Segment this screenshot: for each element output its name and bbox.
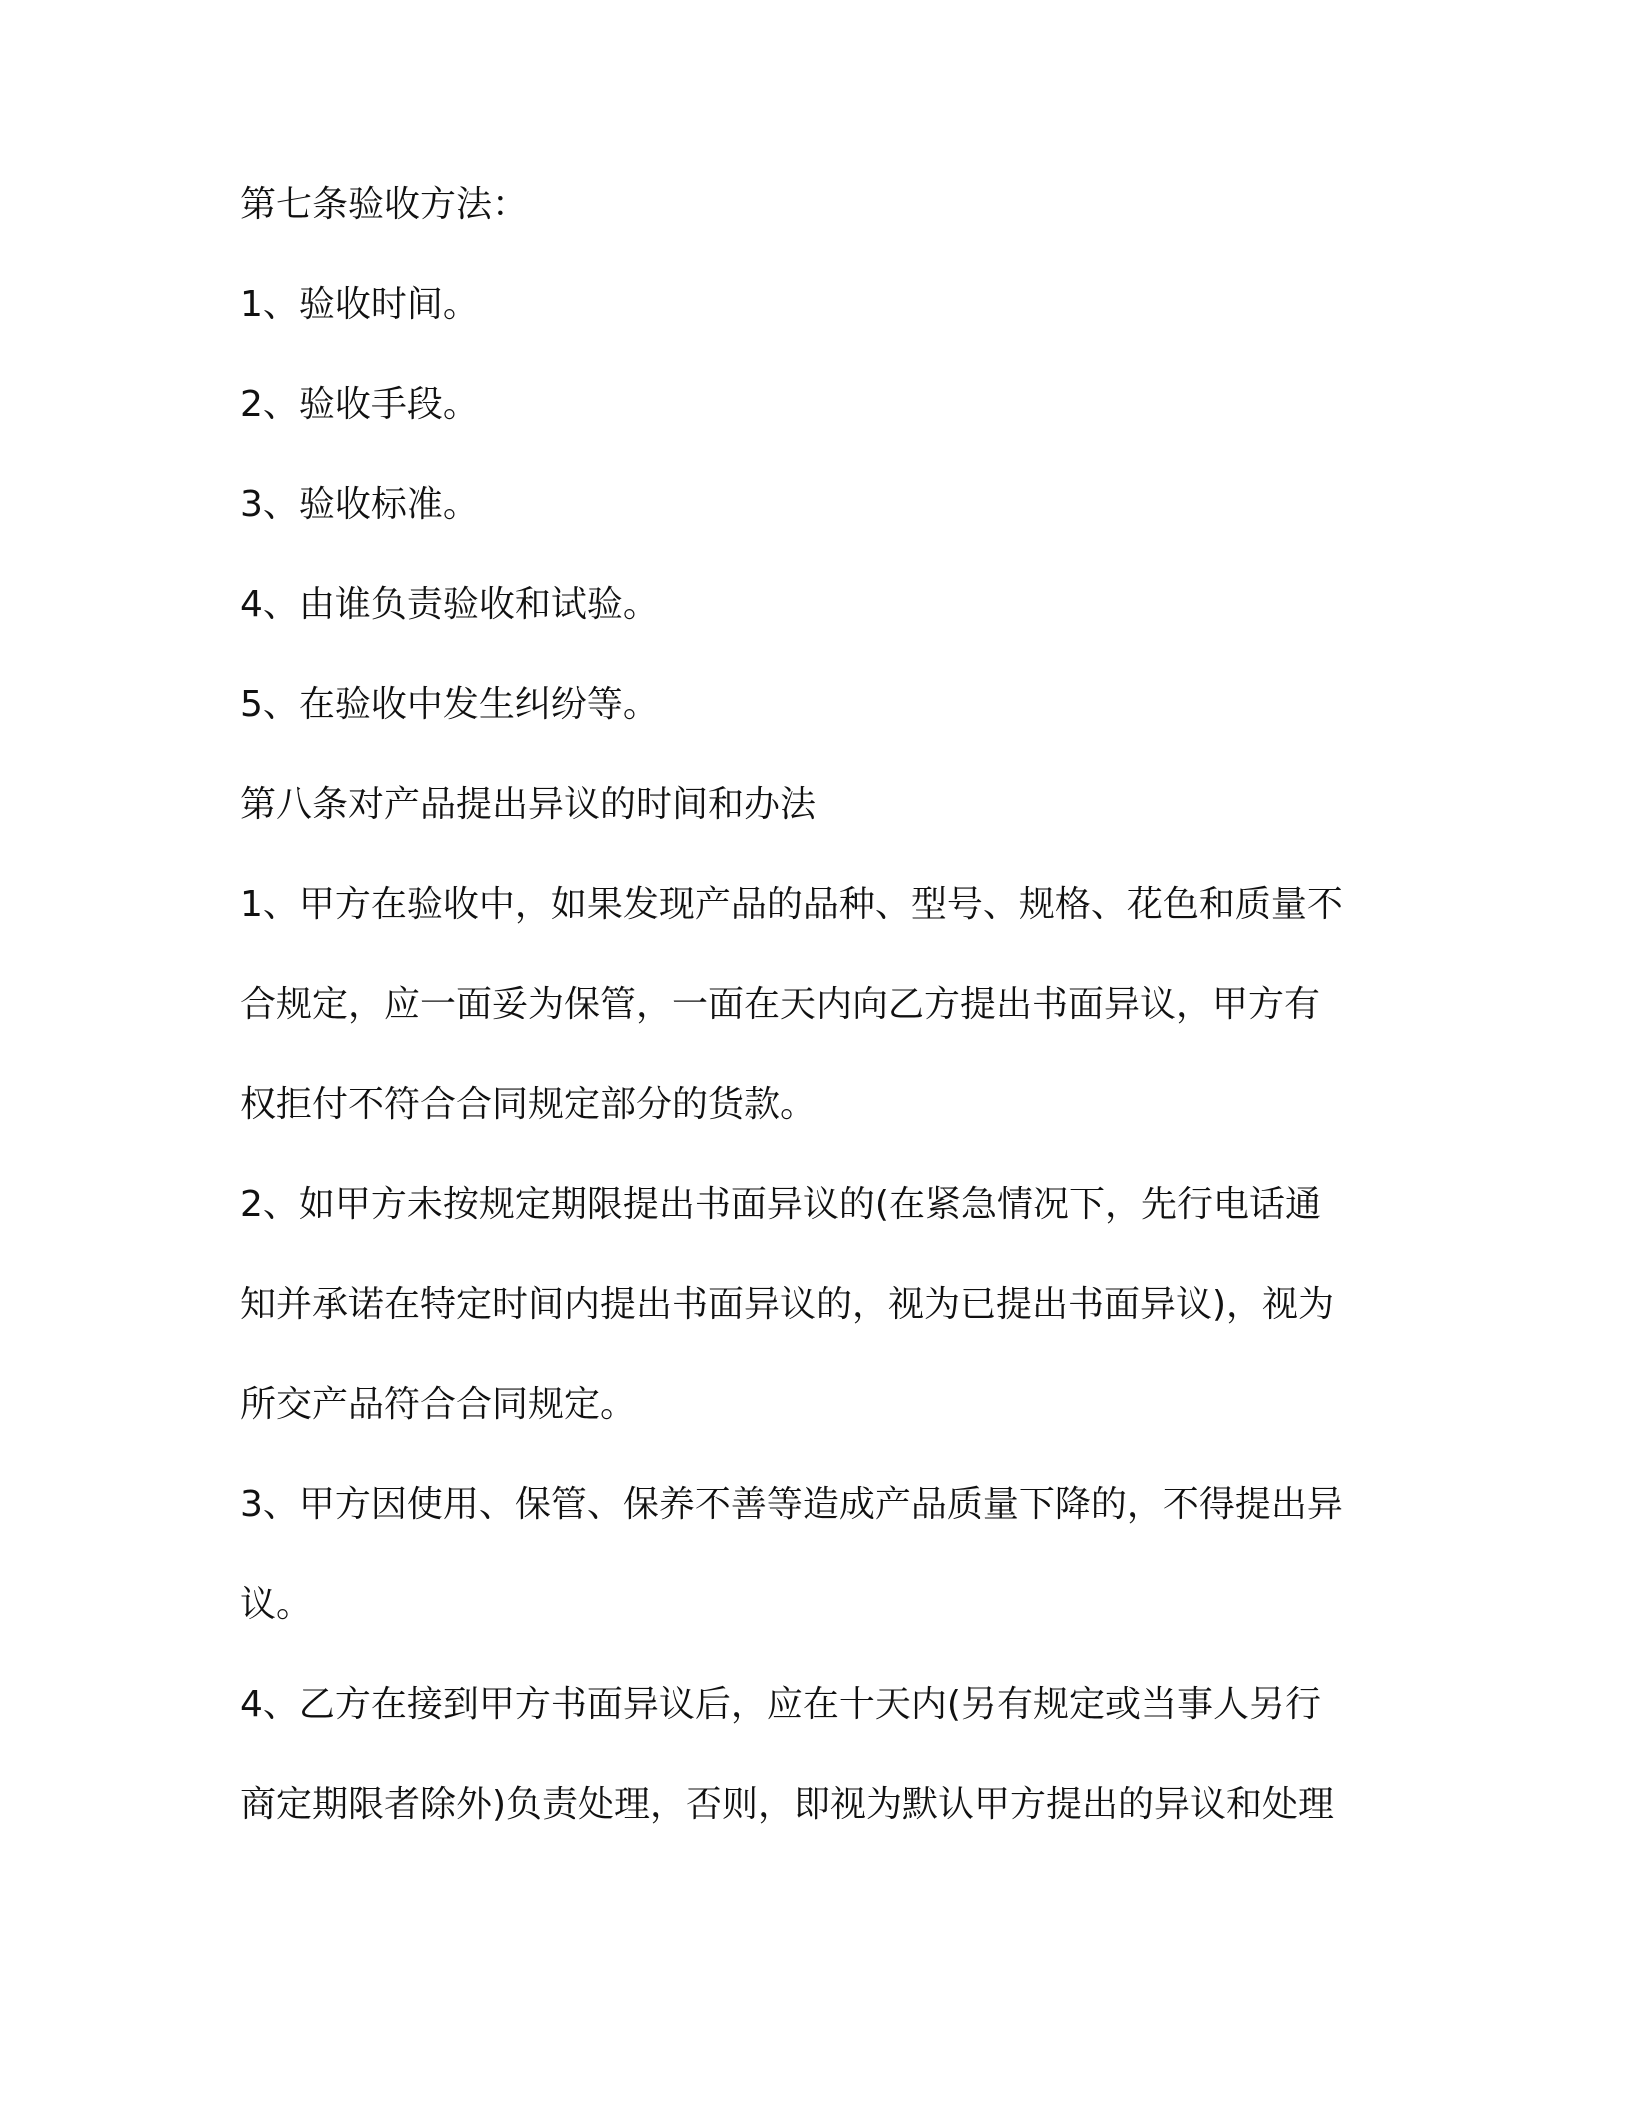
article-7-item-3: 3、验收标准。 — [240, 484, 479, 525]
article-8-item-2-line-1: 2、如甲方未按规定期限提出书面异议的(在紧急情况下，先行电话通 — [240, 1184, 1321, 1225]
article-8-item-1-line-3: 权拒付不符合合同规定部分的货款。 — [240, 1084, 817, 1125]
article-8-item-2-line-2: 知并承诺在特定时间内提出书面异议的，视为已提出书面异议)，视为 — [240, 1284, 1335, 1325]
article-7-item-5: 5、在验收中发生纠纷等。 — [240, 684, 659, 725]
article-8-item-2-line-3: 所交产品符合合同规定。 — [240, 1384, 637, 1425]
article-7-heading: 第七条验收方法： — [240, 184, 529, 225]
article-7-item-2: 2、验收手段。 — [240, 384, 479, 425]
article-8-item-1-line-1: 1、甲方在验收中，如果发现产品的品种、型号、规格、花色和质量不 — [240, 884, 1343, 925]
article-8-item-4-line-1: 4、乙方在接到甲方书面异议后，应在十天内(另有规定或当事人另行 — [240, 1684, 1321, 1725]
article-7-item-4: 4、由谁负责验收和试验。 — [240, 584, 659, 625]
article-8-heading: 第八条对产品提出异议的时间和办法 — [240, 784, 817, 825]
article-8-item-3-line-1: 3、甲方因使用、保管、保养不善等造成产品质量下降的，不得提出异 — [240, 1484, 1343, 1525]
article-8-item-4-line-2: 商定期限者除外)负责处理，否则，即视为默认甲方提出的异议和处理 — [240, 1784, 1335, 1825]
article-8-item-1-line-2: 合规定，应一面妥为保管，一面在天内向乙方提出书面异议，甲方有 — [240, 984, 1321, 1025]
article-8-item-3-line-2: 议。 — [240, 1584, 313, 1625]
article-7-item-1: 1、验收时间。 — [240, 284, 479, 325]
